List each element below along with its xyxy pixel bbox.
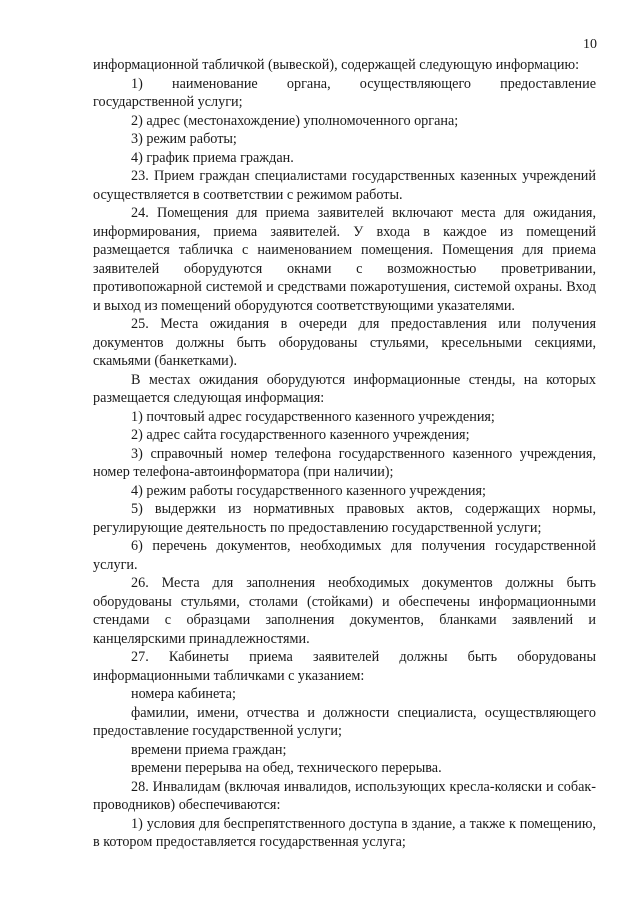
paragraph: номера кабинета;: [131, 686, 236, 702]
paragraph: 5) выдержки из нормативных правовых актов, содержащих нормы, регулирующие деятельность по предоставлению государственной услуги;: [93, 501, 596, 536]
paragraph: информационной табличкой (вывеской), содержащей следующую информацию:: [93, 57, 580, 73]
paragraph: времени перерыва на обед, технического перерыва.: [131, 760, 442, 776]
paragraph: 26. Места для заполнения необходимых документов должны быть оборудованы стульями, столами (стойками) и обеспечены информационными стендами с образцами заполнения документов, бланками заявлений и канцелярскими принадлежностями.: [93, 575, 596, 647]
document-body: [93, 56, 596, 852]
paragraph: 1) условия для беспрепятственного доступа в здание, а также к помещению, в котором предоставляется государственная услуга;: [93, 815, 596, 850]
paragraph: 28. Инвалидам (включая инвалидов, использующих кресла-коляски и собак-проводников) обеспечиваются:: [93, 778, 596, 813]
paragraph: 27. Кабинеты приема заявителей должны быть оборудованы информационными табличками с указанием:: [93, 649, 596, 684]
paragraph: В местах ожидания оборудуются информационные стенды, на которых размещается следующая информация:: [93, 371, 596, 406]
paragraph: фамилии, имени, отчества и должности специалиста, осуществляющего предоставление государственной услуги;: [93, 704, 596, 739]
paragraph: 1) наименование органа, осуществляющего предоставление государственной услуги;: [93, 75, 596, 110]
paragraph: 24. Помещения для приема заявителей включают места для ожидания, информирования, приема заявителей. У входа в каждое из помещений размещается табличка с наименованием помещения. Помещения для приема заявителей оборудуются окнами с возможностью проветривании, противопожарной системой и средствами пожаротушения, системой охраны. Вход и выход из помещений оборудуются соответствующими указателями.: [93, 205, 596, 314]
paragraph: 23. Прием граждан специалистами государственных казенных учреждений осуществляется в соответствии с режимом работы.: [93, 168, 596, 203]
paragraph: 4) режим работы государственного казенного учреждения;: [131, 482, 486, 499]
paragraph: 3) режим работы;: [131, 131, 237, 147]
paragraph: 4) график приема граждан.: [131, 149, 294, 166]
paragraph: 3) справочный номер телефона государственного казенного учреждения, номер телефона-автоинформатора (при наличии);: [93, 445, 596, 480]
page-number: 10: [583, 37, 597, 52]
paragraph: 2) адрес (местонахождение) уполномоченного органа;: [131, 112, 459, 129]
paragraph: времени приема граждан;: [131, 741, 287, 758]
paragraph: 2) адрес сайта государственного казенного учреждения;: [131, 427, 470, 443]
paragraph: 6) перечень документов, необходимых для получения государственной услуги.: [93, 538, 596, 573]
paragraph: 1) почтовый адрес государственного казенного учреждения;: [131, 408, 495, 425]
paragraph: 25. Места ожидания в очереди для предоставления или получения документов должны быть оборудованы стульями, кресельными секциями, скамьями (банкетками).: [93, 316, 596, 369]
